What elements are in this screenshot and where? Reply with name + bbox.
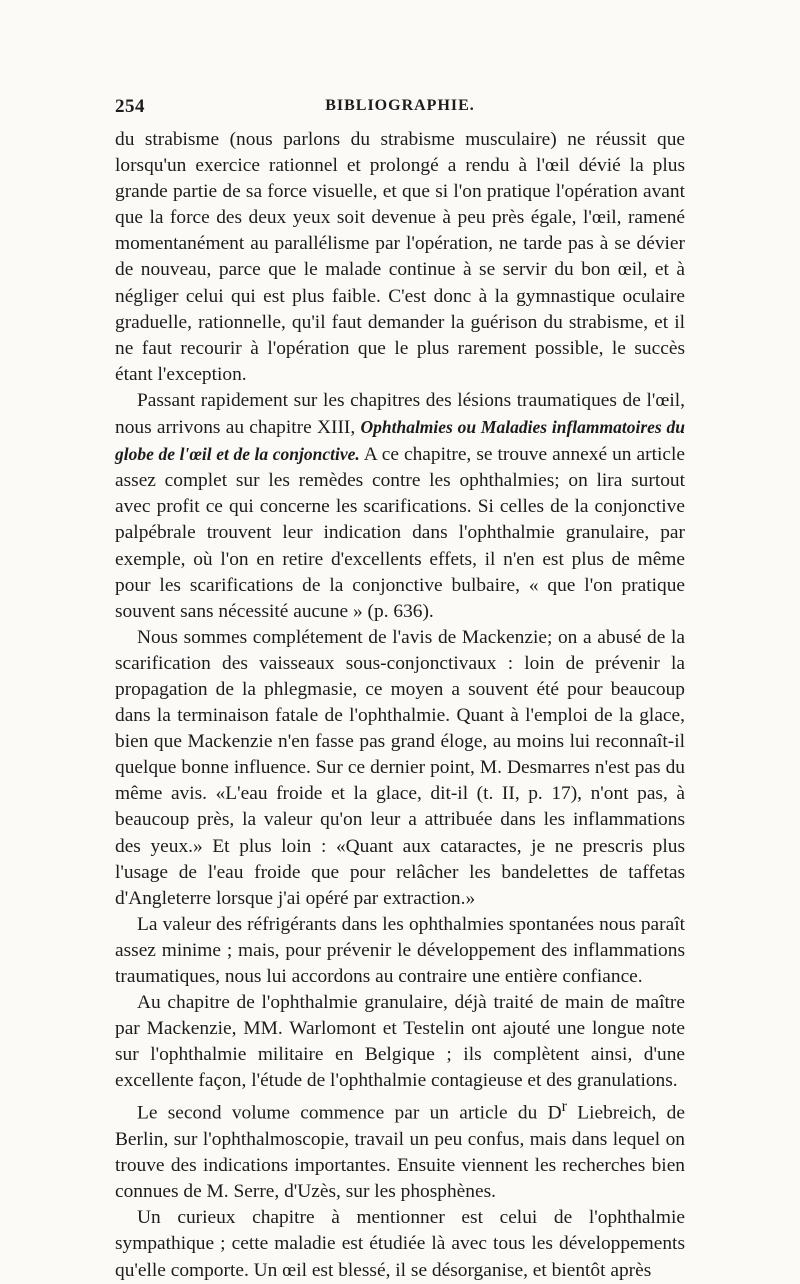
paragraph-strabisme: du strabisme (nous parlons du strabisme musculaire) ne réussit que lorsqu'un exercice rationnel et prolongé a rendu à l'œil dévié la plus grande partie de sa force visuelle, et que si l'on pratique l'opération avant que la force des deux yeux soit devenue à peu près égale, l'œil, ramené momentanément au parallélisme par l'opération, ne tarde pas à se dévier de nouveau, parce que le malade continue à se servir du bon œil, et à négliger celui qui est plus faible. C'est donc à la gymnastique oculaire graduelle, rationnelle, qu'il faut demander la guérison du strabisme, et il ne faut recourir à l'opération que le plus rarement possible, le succès étant l'exception.	[115, 129, 685, 385]
paragraph-refrigerants: La valeur des réfrigérants dans les ophthalmies spontanées nous paraît assez minime ; mais, pour prévenir le développement des inflammations traumatiques, nous lui accordons au contraire une entière confiance.	[115, 913, 685, 987]
paragraph-ophthalmie-granulaire: Au chapitre de l'ophthalmie granulaire, déjà traité de main de maître par Mackenzie, MM. Warlomont et Testelin ont ajouté une longue note sur l'ophthalmie militaire en Belgique ; ils complètent ainsi, d'une excellente façon, l'étude de l'ophthalmie contagieuse et des granulations.	[115, 992, 685, 1092]
page-number: 254	[115, 96, 145, 117]
paragraph-text: Le second volume commence par un article du D	[137, 1102, 562, 1124]
paragraph-mackenzie: Nous sommes complétement de l'avis de Mackenzie; on a abusé de la scarification des vaisseaux sous-conjonctivaux : loin de prévenir la propagation de la phlegmasie, ce moyen a souvent été pour beaucoup dans la terminaison fatale de l'ophthalmie. Quant à l'emploi de la glace, bien que Mackenzie n'en fasse pas grand éloge, au moins lui reconnaît-il quelque bonne influence. Sur ce dernier point, M. Desmarres n'est pas du même avis. «L'eau froide et la glace, dit-il (t. II, p. 17), n'ont pas, à beaucoup près, la valeur qu'on leur a attribuée dans les inflammations des yeux.» Et plus loin : «Quant aux cataractes, je ne prescris plus l'usage de l'eau froide que pour relâcher les bandelettes de taffetas d'Angleterre lorsque j'ai opéré par extraction.»	[115, 626, 685, 909]
body-text	[115, 127, 685, 1284]
chapter-title-italic: Ophthalmies ou Maladies inflammatoires du globe de l'œil et de la conjonctive.	[115, 417, 685, 465]
page-header	[115, 96, 685, 122]
paragraph-chapitre-xiii	[115, 388, 685, 625]
running-head: BIBLIOGRAPHIE.	[325, 97, 475, 114]
paragraph-text: Passant rapidement sur les chapitres des lésions traumatiques de l'œil, nous arrivons au chapitre XIII,	[115, 389, 685, 439]
paragraph-ophthalmie-sympathique: Un curieux chapitre à mentionner est celui de l'ophthalmie sympathique ; cette maladie est étudiée là avec tous les développements qu'elle comporte. Un œil est blessé, il se désorganise, et bientôt après	[115, 1207, 685, 1281]
paragraph-second-volume	[115, 1094, 685, 1205]
paragraph-text: A ce chapitre, se trouve annexé un article assez complet sur les remèdes contre les ophthalmies; on lira surtout avec profit ce qui concerne les scarifications. Si celles de la conjonctive palpébrale trouvent leur indication dans l'ophthalmie granulaire, par exemple, où l'on en retire d'excellents effets, il n'en est plus de même pour les scarifications de la conjonctive bulbaire, « que l'on pratique souvent sans nécessité aucune » (p. 636).	[115, 444, 685, 622]
paragraph-text: Liebreich, de Berlin, sur l'ophthalmoscopie, travail un peu confus, mais dans lequel on trouve des indications importantes. Ensuite viennent les recherches bien connues de M. Serre, d'Uzès, sur les phosphènes.	[115, 1102, 685, 1203]
superscript: r	[561, 1098, 567, 1116]
